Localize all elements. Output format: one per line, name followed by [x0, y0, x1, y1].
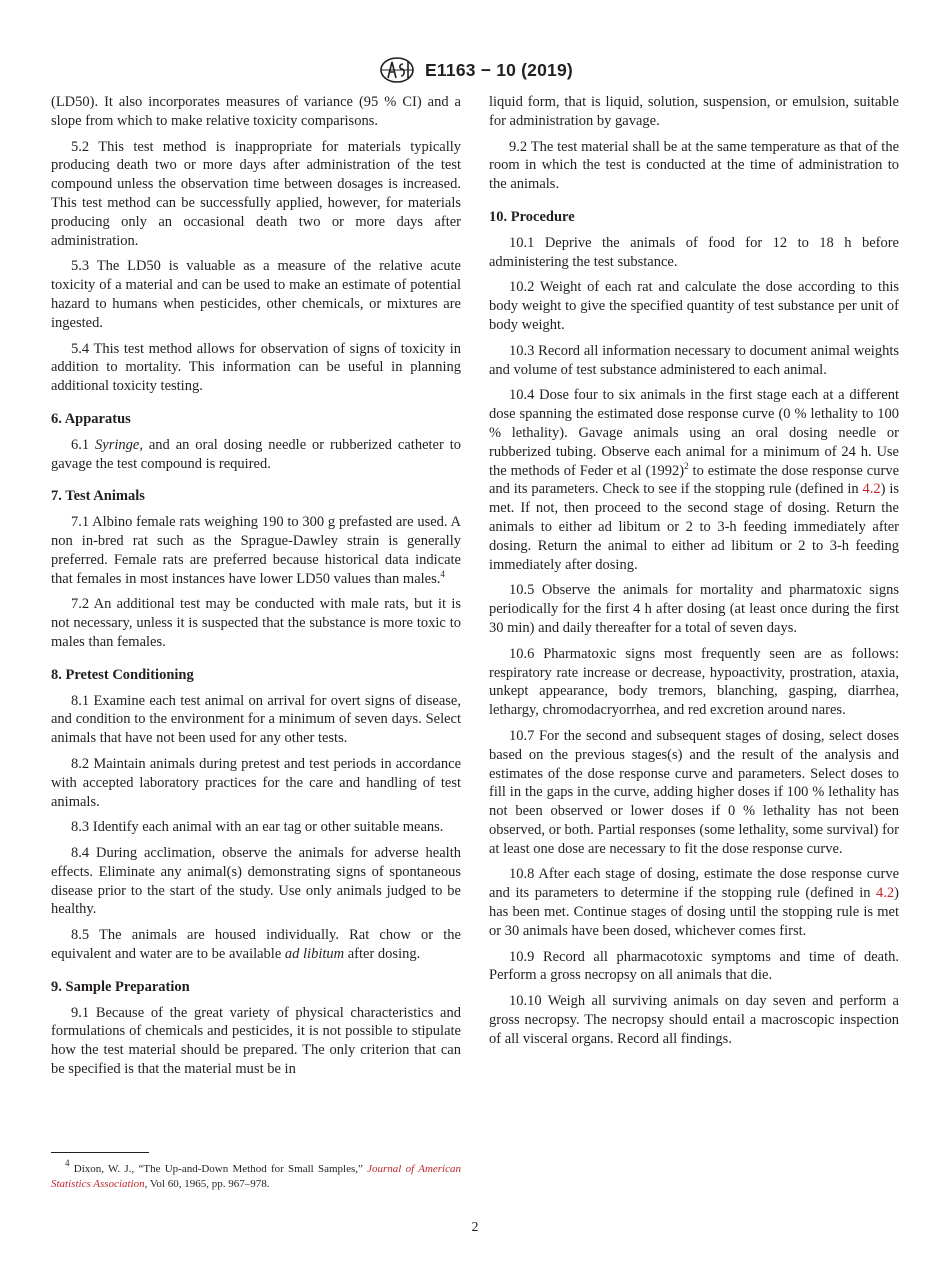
section-5-2: 5.2 This test method is inappropriate for materials typically producing death two or more days after administration of the test compound unless the observation time between dosages is increased. This test method can be successfully applied, however, for materials producing only an occasional death two or more days after administration. — [51, 138, 461, 249]
paragraph-9-1-continued: liquid form, that is liquid, solution, suspension, or emulsion, suitable for administration by gavage. — [489, 94, 899, 129]
section-7-2: 7.2 An additional test may be conducted with male rats, but it is not necessary, unless it is suspected that the substance is more toxic to males than females. — [51, 596, 461, 650]
section-8-4: 8.4 During acclimation, observe the animals for adverse health effects. Eliminate any animal(s) demonstrating signs of spontaneous disease prior to the start of the study. Use only animals judged to be healthy. — [51, 845, 461, 918]
footnote-4: $^4$ Dixon, W. J., “The Up-and-Down Method for Small Samples,” Journal of American Statistics Association, Vol 60, 1965, pp. 967–978. — [51, 1158, 461, 1190]
link-section-4-2[interactable]: 4.2 — [876, 885, 895, 902]
section-9-1: 9.1 Because of the great variety of physical characteristics and formulations of chemicals and pesticides, it is not possible to stipulate how the test material should be prepared. The only criterion that can be specified is that the material must be in — [51, 1004, 461, 1078]
footnote-ref-2[interactable]: 2 — [684, 460, 689, 471]
section-9-2: 9.2 The test material shall be at the same temperature as that of the room in which the test is conducted at the time of administration to the animals. — [489, 138, 899, 193]
heading-pretest-conditioning: 8. Pretest Conditioning — [51, 666, 194, 683]
journal-link[interactable]: Journal of American Statistics Association — [51, 1163, 461, 1190]
footnote-divider — [51, 1152, 149, 1153]
heading-sample-preparation: 9. Sample Preparation — [51, 978, 190, 995]
right-column — [489, 93, 899, 1056]
paragraph-ld50-continued: (LD50). It also incorporates measures of variance (95 % CI) and a slope from which to make relative toxicity comparisons. — [51, 94, 461, 129]
page-header — [0, 55, 950, 85]
page-number: 2 — [471, 1220, 479, 1235]
section-8-5: 8.5 The animals are housed individually. Rat chow or the equivalent and water are to be available ad libitum after dosing. — [51, 927, 461, 963]
section-10-5: 10.5 Observe the animals for mortality and pharmatoxic signs periodically for the first 4 h after dosing (at least once during the first 30 min) and daily thereafter for a total of seven days. — [489, 582, 899, 636]
section-10-8: 10.8 After each stage of dosing, estimate the dose response curve and its parameters to determine if the stopping rule (defined in 4.2) has been met. Continue stages of dosing until the stopping rule is met or 30 animals have been dosed, whichever comes first. — [489, 866, 899, 939]
section-10-2: 10.2 Weight of each rat and calculate the dose according to this body weight to give the specified quantity of test substance per unit of body weight. — [489, 279, 899, 333]
section-10-9: 10.9 Record all pharmacotoxic symptoms and time of death. Perform a gross necropsy on all animals that die. — [489, 948, 899, 984]
section-5-4: 5.4 This test method allows for observation of signs of toxicity in addition to mortality. This information can be useful in planning additional toxicity testing. — [51, 340, 461, 395]
section-10-7: 10.7 For the second and subsequent stages of dosing, select doses based on the previous stages(s) and the result of the analysis and estimates of the dose response curve and parameters. Select doses to fill in the gaps in the curve, adding higher doses if 100 % lethality has not been observed or lower doses if 0 % lethality has not been observed, or both. Partial responses (some lethality, some survival) for at least one dose are necessary to fit the dose response curve. — [489, 727, 899, 857]
section-6-1: 6.1 Syringe, and an oral dosing needle or rubberized catheter to gavage the test compound is required. — [51, 436, 461, 472]
heading-test-animals: 7. Test Animals — [51, 488, 145, 505]
astm-logo-icon — [377, 56, 417, 84]
section-8-1: 8.1 Examine each test animal on arrival for overt signs of disease, and condition to the environment for a minimum of seven days. Select animals that have not been used for any other tests. — [51, 692, 461, 747]
section-5-3: 5.3 The LD50 is valuable as a measure of the relative acute toxicity of a material and can be used to make an estimate of potential hazard to humans when pesticides, other chemicals, or mixtures are ingested. — [51, 258, 461, 331]
heading-procedure: 10. Procedure — [489, 208, 575, 225]
section-10-6: 10.6 Pharmatoxic signs most frequently seen are as follows: respiratory rate increase or decrease, hypoactivity, prostration, ataxia, unkept appearance, body tremors, blanching, gasping, diarrhea, lethargy, chromodacryorrhea, and red excretion around nares. — [489, 645, 899, 719]
heading-apparatus: 6. Apparatus — [51, 410, 131, 427]
section-10-10: 10.10 Weigh all surviving animals on day seven and perform a gross necropsy. The necropsy should entail a macroscopic inspection of all visceral organs. Record all findings. — [489, 993, 899, 1047]
section-8-2: 8.2 Maintain animals during pretest and test periods in accordance with accepted laboratory practices for the care and handling of test animals. — [51, 755, 461, 810]
section-8-3: 8.3 Identify each animal with an ear tag or other suitable means. — [71, 819, 444, 836]
link-section-4-2[interactable]: 4.2 — [862, 481, 881, 498]
left-column — [51, 93, 461, 1086]
document-id: E1163 − 10 (2019) — [425, 59, 573, 80]
section-10-1: 10.1 Deprive the animals of food for 12 to 18 h before administering the test substance. — [489, 234, 899, 270]
section-10-4: 10.4 Dose four to six animals in the first stage each at a different dose spanning the estimated dose response curve (0 % lethality to 100 % lethality). Gavage animals using an oral dosing needle or rubberized tubing. Observe each animal for a minimum of 24 h. Use the methods of Feder et al $(1992)^2$ to estimate the dose response curve and its parameters. Check to see if the stopping rule (defined in 4.2) is met. If not, then proceed to the second stage of dosing. Return the animals to either ad libitum or 2 to 3-h feeding immediately after dosing. Return the animal to either ad libitum or 2 to 3-h feeding immediately after dosing. — [489, 387, 900, 573]
section-10-3: 10.3 Record all information necessary to document animal weights and volume of test substance administered to each animal. — [489, 342, 899, 378]
footnote-ref-4[interactable]: 4 — [440, 568, 445, 579]
section-7-1: 7.1 Albino female rats weighing 190 to 300 g prefasted are used. A non in-bred rat such as the Sprague-Dawley strain is generally preferred. Female rats are preferred because historical data indicate that females in most instances have lower LD50 values than males.$^4$ — [51, 514, 461, 587]
